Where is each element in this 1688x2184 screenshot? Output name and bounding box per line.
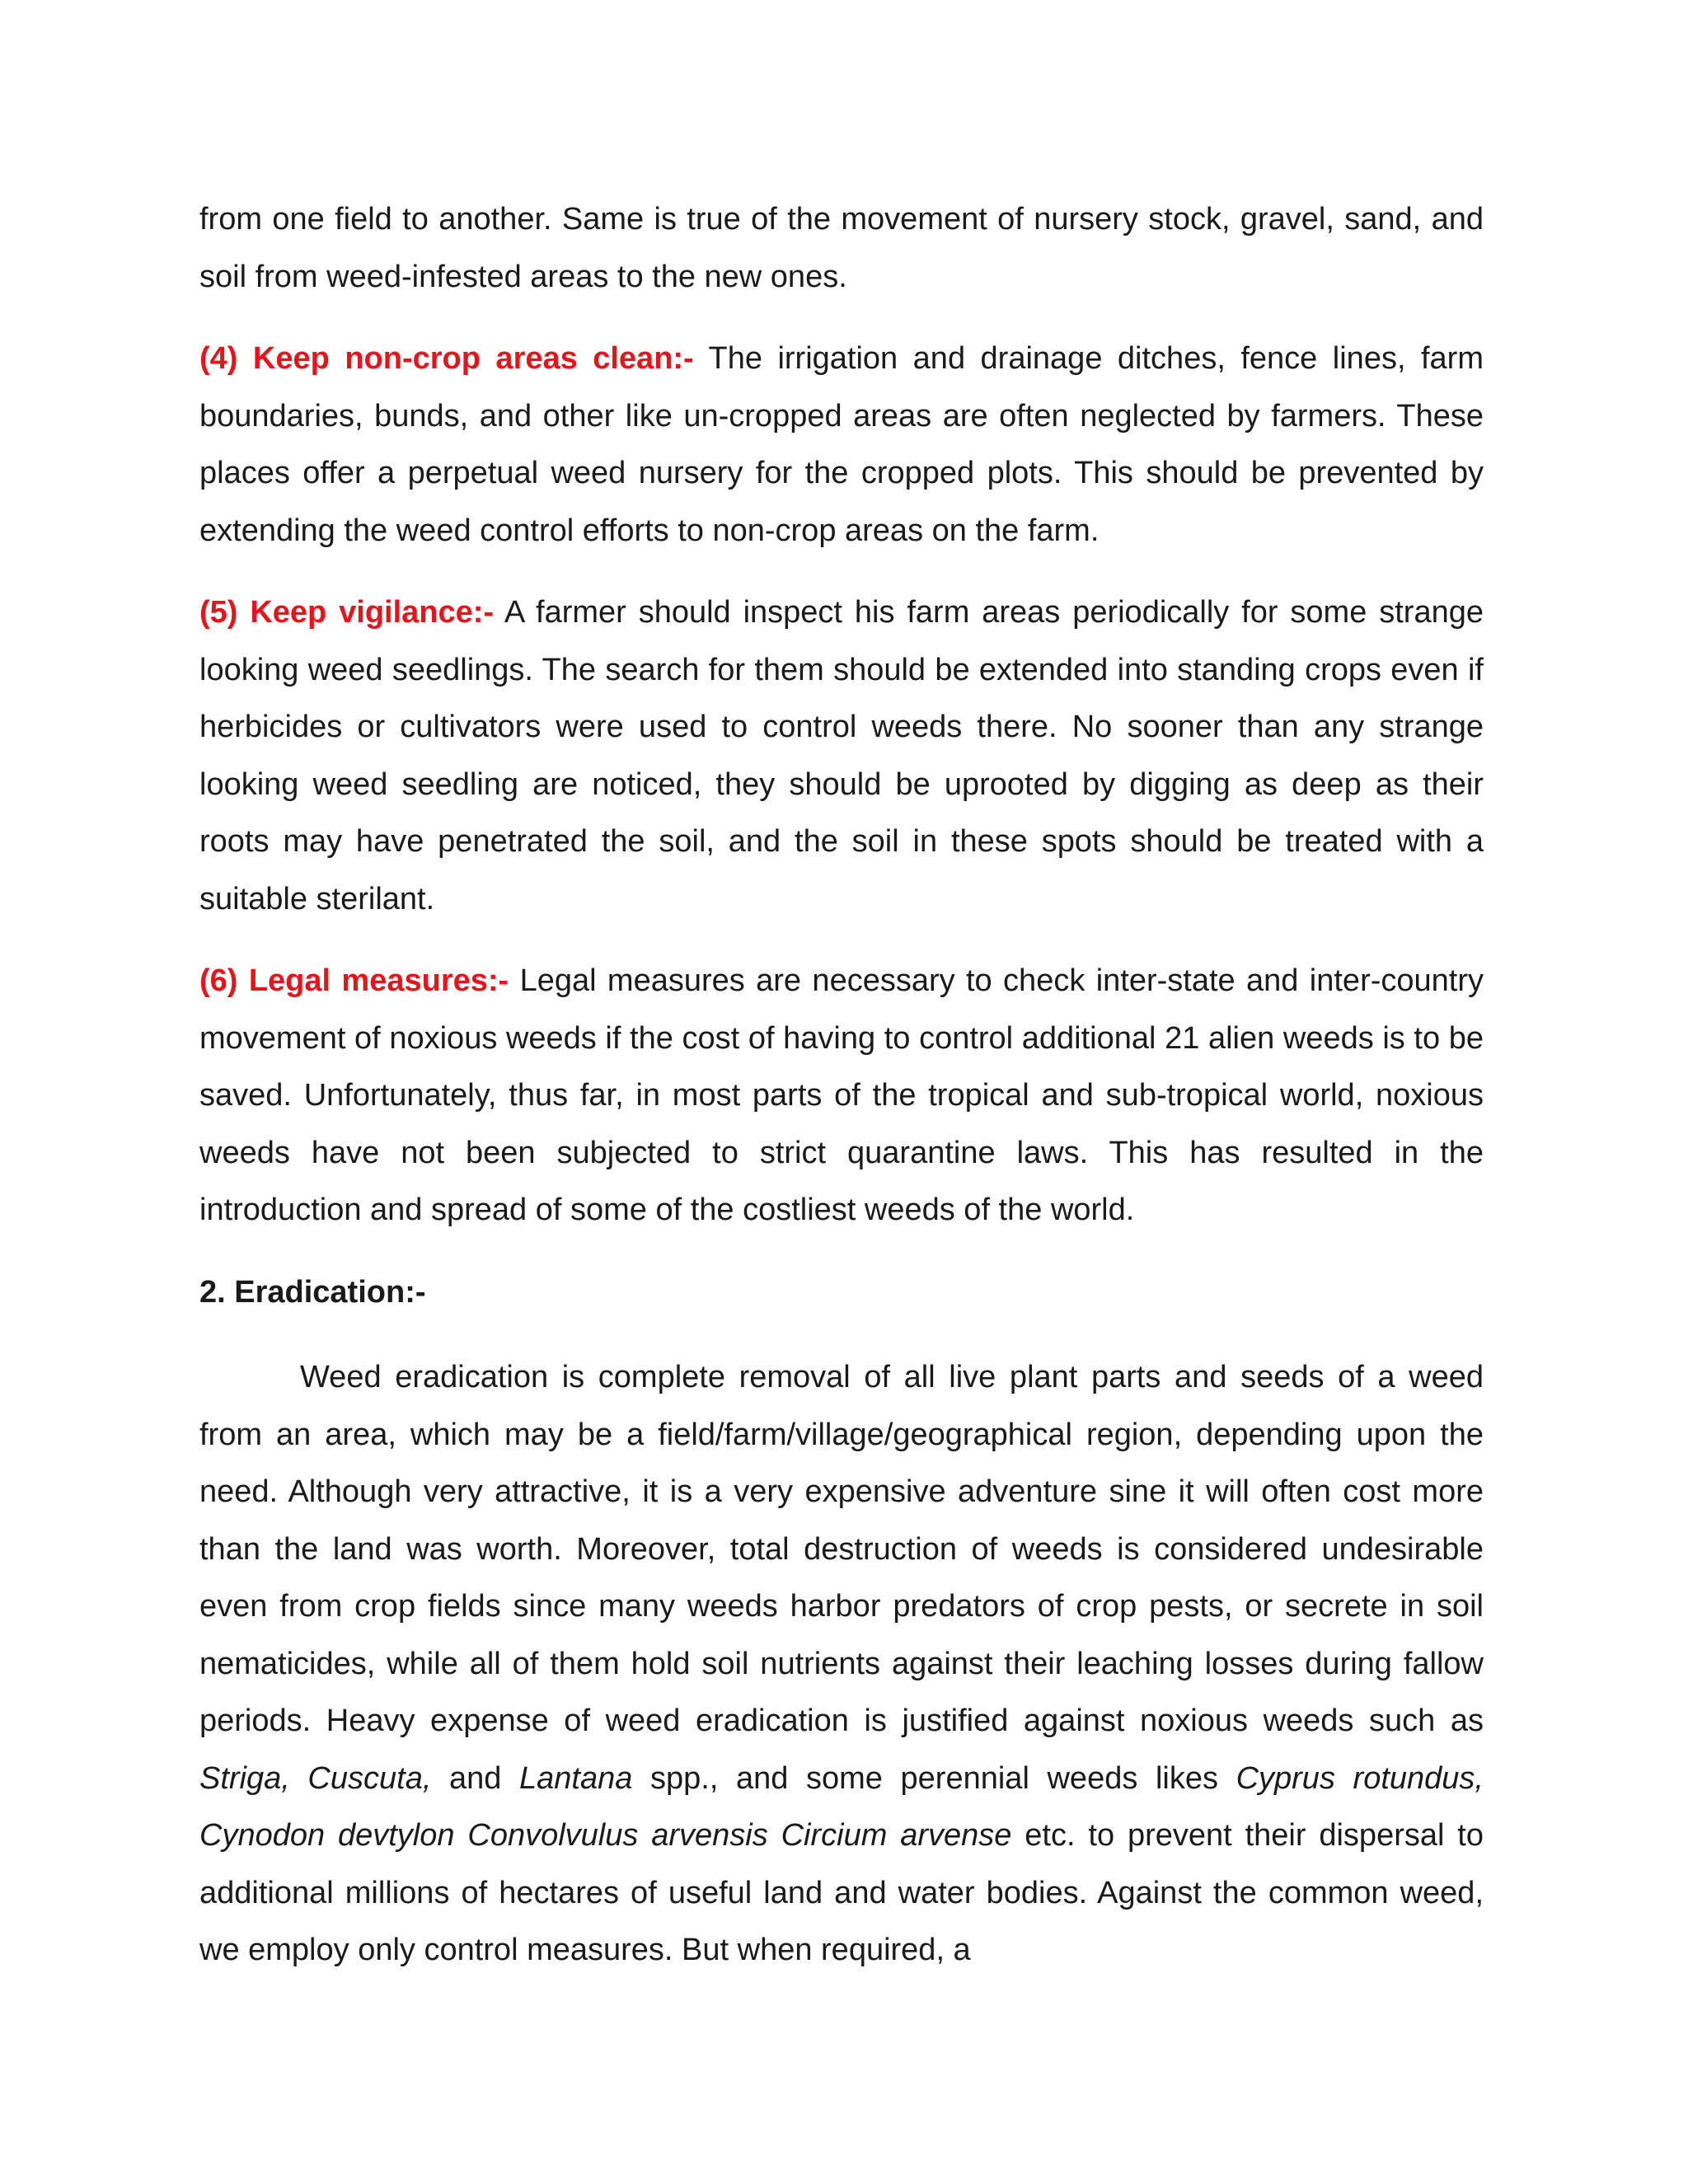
section-title-eradication: 2. Eradication:-: [199, 1274, 426, 1310]
item-text: A farmer should inspect his farm areas periodically for some strange looking weed seedlings. The search for them should be extended into standing crops even if herbicides or cultivators were used to control weeds there. No sooner than any strange looking weed seedling are noticed, they should be uprooted by digging as deep as their roots may have penetrated the soil, and the soil in these spots should be treated with a suitable sterilant.: [199, 595, 1484, 916]
item-heading: (4) Keep non-crop areas clean:-: [199, 341, 694, 376]
item-heading: (6) Legal measures:-: [199, 963, 509, 998]
eradication-text-part3: etc. to prevent their dispersal to additional millions of hectares of useful land and water bodies. Against the common weed, we employ only control measures. But when required, a: [199, 1818, 1484, 1967]
item-legal-measures: [199, 953, 1484, 1240]
species-striga-cuscuta: Striga, Cuscuta,: [199, 1760, 432, 1796]
intro-paragraph: from one field to another. Same is true of the movement of nursery stock, gravel, sand, and soil from weed-infested areas to the new ones.: [199, 202, 1484, 294]
eradication-text-part2: spp., and some perennial weeds likes: [632, 1760, 1236, 1796]
document-page: [199, 191, 1484, 2004]
species-lantana: Lantana: [519, 1760, 633, 1796]
item-text: Legal measures are necessary to check inter-state and inter-country movement of noxious weeds if the cost of having to control additional 21 alien weeds is to be saved. Unfortunately, thus far, in most parts of the tropical and sub-tropical world, noxious weeds have not been subjected to strict quarantine laws. This has resulted in the introduction and spread of some of the costliest weeds of the world.: [199, 963, 1484, 1227]
eradication-and: and: [431, 1760, 520, 1796]
item-text: The irrigation and drainage ditches, fence lines, farm boundaries, bunds, and other like un-cropped areas are often neglected by farmers. These places offer a perpetual weed nursery for the cropped plots. This should be prevented by extending the weed control efforts to non-crop areas on the farm.: [199, 341, 1484, 548]
item-heading: (5) Keep vigilance:-: [199, 595, 495, 630]
eradication-text-part1: Weed eradication is complete removal of all live plant parts and seeds of a weed from an area, which may be a field/farm/village/geographical region, depending upon the need. Although very attractive, it is a very expensive adventure sine it will often cost more than the land was worth. Moreover, total destruction of weeds is considered undesirable even from crop fields since many weeds harbor predators of crop pests, or secrete in soil nematicides, while all of them hold soil nutrients against their leaching losses during fallow periods. Heavy expense of weed eradication is justified against noxious weeds such as: [199, 1360, 1484, 1738]
item-keep-non-crop-areas-clean: [199, 330, 1484, 560]
item-keep-vigilance: [199, 584, 1484, 928]
species-perennial-list: Cyprus rotundus, Cynodon devtylon Convolvulus arvensis Circium arvense: [199, 1760, 1484, 1853]
eradication-paragraph: [199, 1349, 1484, 1980]
